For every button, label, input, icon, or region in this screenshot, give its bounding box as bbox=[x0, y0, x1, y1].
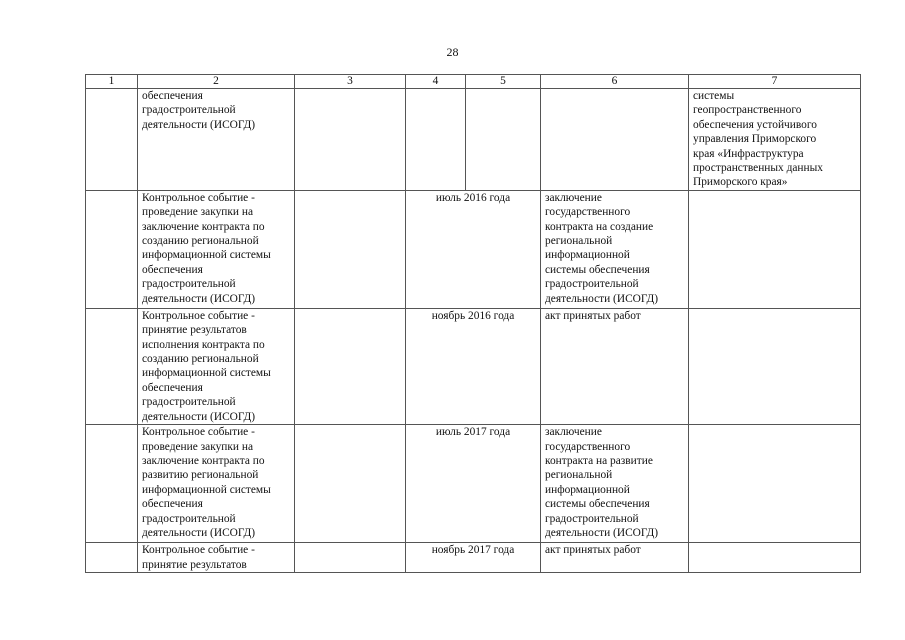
result-cell bbox=[541, 543, 689, 573]
period-text: ноябрь 2016 года bbox=[431, 309, 515, 322]
event-text: обеспечения градостроительной деятельности (ИСОГД) bbox=[142, 90, 256, 131]
note-cell bbox=[689, 89, 861, 191]
event-text: Контрольное событие - принятие результатов исполнения контракта по созданию региональной информационной системы обеспечения градостроительной деятельности (ИСОГД) bbox=[142, 309, 271, 423]
result-cell bbox=[541, 308, 689, 424]
event-text: Контрольное событие - проведение закупки на заключение контракта по развитию региональной информационной системы обеспечения градостроительной деятельности (ИСОГД) bbox=[142, 426, 271, 539]
column-header: 7 bbox=[689, 75, 861, 89]
period-cell bbox=[406, 190, 541, 308]
column-header: 2 bbox=[138, 75, 295, 89]
result-text: акт принятых работ bbox=[545, 309, 641, 322]
result-cell bbox=[541, 89, 689, 191]
event-cell bbox=[138, 425, 295, 543]
table-row bbox=[86, 543, 861, 573]
result-cell bbox=[541, 190, 689, 308]
period-cell bbox=[406, 425, 541, 543]
result-text: заключение государственного контракта на развитие региональной информационной системы обеспечения градостроительной деятельности (ИСОГД) bbox=[545, 426, 659, 539]
note-text: системы геопространственного обеспечения устойчивого управления Приморского края «Инфраструктура пространственных данных Приморского края» bbox=[693, 90, 823, 189]
note-cell bbox=[689, 425, 861, 543]
number-cell bbox=[86, 543, 138, 573]
event-text: Контрольное событие - проведение закупки на заключение контракта по созданию региональной информационной системы обеспечения градостроительной деятельности (ИСОГД) bbox=[142, 191, 271, 305]
period-text: июль 2017 года bbox=[435, 426, 511, 439]
event-text: Контрольное событие - принятие результатов bbox=[142, 544, 255, 571]
executor-cell bbox=[295, 308, 406, 424]
column-header: 4 bbox=[406, 75, 466, 89]
executor-cell bbox=[295, 190, 406, 308]
executor-cell bbox=[295, 543, 406, 573]
table-row bbox=[86, 308, 861, 424]
period-text: ноябрь 2017 года bbox=[431, 544, 515, 557]
schedule-table bbox=[85, 74, 861, 573]
result-cell bbox=[541, 425, 689, 543]
start-cell bbox=[406, 89, 466, 191]
result-text: заключение государственного контракта на создание региональной информационной системы обеспечения градостроительной деятельности (ИСОГД) bbox=[545, 191, 659, 305]
note-cell bbox=[689, 308, 861, 424]
note-cell bbox=[689, 190, 861, 308]
table-row bbox=[86, 89, 861, 191]
number-cell bbox=[86, 308, 138, 424]
column-header: 3 bbox=[295, 75, 406, 89]
event-cell bbox=[138, 543, 295, 573]
table-row bbox=[86, 425, 861, 543]
executor-cell bbox=[295, 89, 406, 191]
executor-cell bbox=[295, 425, 406, 543]
header-row bbox=[86, 75, 861, 89]
end-cell bbox=[466, 89, 541, 191]
page-number: 28 bbox=[446, 45, 459, 59]
table-row bbox=[86, 190, 861, 308]
number-cell bbox=[86, 190, 138, 308]
event-cell bbox=[138, 308, 295, 424]
event-cell bbox=[138, 89, 295, 191]
number-cell bbox=[86, 425, 138, 543]
period-text: июль 2016 года bbox=[435, 191, 511, 204]
period-cell bbox=[406, 543, 541, 573]
note-cell bbox=[689, 543, 861, 573]
column-header: 1 bbox=[86, 75, 138, 89]
period-cell bbox=[406, 308, 541, 424]
column-header: 5 bbox=[466, 75, 541, 89]
column-header: 6 bbox=[541, 75, 689, 89]
number-cell bbox=[86, 89, 138, 191]
event-cell bbox=[138, 190, 295, 308]
result-text: акт принятых работ bbox=[545, 544, 641, 557]
